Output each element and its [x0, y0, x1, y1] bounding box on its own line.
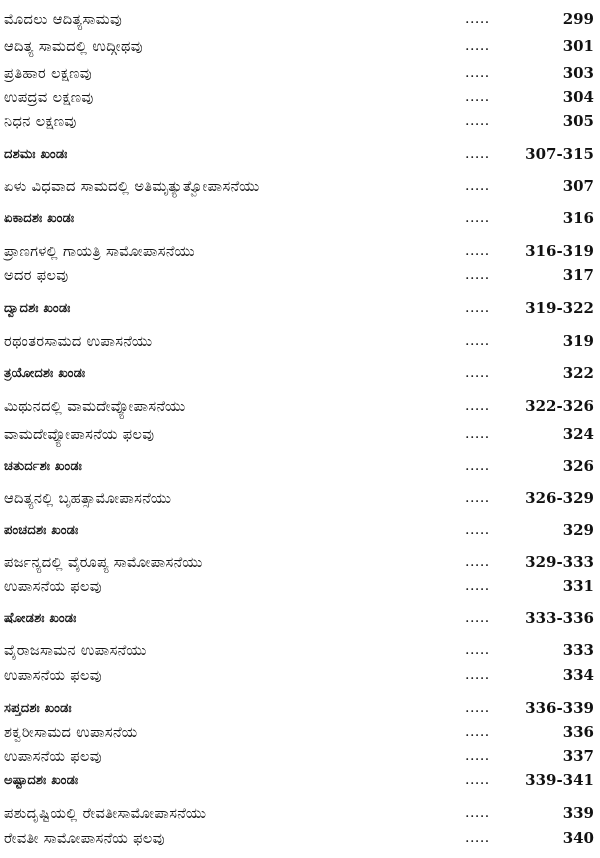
toc-entry [0, 551, 600, 575]
page-number: 317 [562, 266, 594, 284]
section-title: ಏಕಾದಶಃ ಖಂಡಃ [4, 211, 75, 226]
dot-leader: ..... [465, 830, 490, 846]
page-number: 319-322 [525, 299, 594, 317]
dot-leader: ..... [465, 178, 490, 194]
section-heading [0, 519, 600, 543]
dot-leader: ..... [465, 333, 490, 349]
dot-leader: ..... [465, 490, 490, 506]
entry-title: ವಾಮದೇವ್ಯೋಪಾಸನೆಯ ಫಲವು [4, 427, 155, 443]
entry-title: ಏಳು ವಿಧವಾದ ಸಾಮದಲ್ಲಿ ಅತಿಮೃತ್ಯುತ್ವೋಪಾಸನೆಯು [4, 179, 260, 195]
entry-title: ರಥಂತರಸಾಮದ ಉಪಾಸನೆಯು [4, 334, 153, 350]
dot-leader: ..... [465, 426, 490, 442]
section-heading [0, 697, 600, 721]
entry-title: ಉಪಾಸನೆಯ ಫಲವು [4, 579, 102, 595]
dot-leader: ..... [465, 398, 490, 414]
toc-entry [0, 35, 600, 59]
entry-title: ರೇವತೀ ಸಾಮೋಪಾಸನೆಯ ಫಲವು [4, 831, 165, 847]
section-title: ಷೋಡಶಃ ಖಂಡಃ [4, 611, 77, 626]
toc-entry [0, 639, 600, 663]
toc-entry [0, 86, 600, 110]
entry-title: ಪ್ರಾಣಗಳಲ್ಲಿ ಗಾಯತ್ರಿ ಸಾಮೋಪಾಸನೆಯು [4, 244, 195, 260]
section-title: ದಶಮಃ ಖಂಡಃ [4, 147, 68, 162]
page-number: 316-319 [525, 242, 594, 260]
entry-title: ಆದಿತ್ಯನಲ್ಲಿ ಬೃಹತ್ಸಾಮೋಪಾಸನೆಯು [4, 491, 172, 507]
page-number: 331 [562, 577, 594, 595]
toc-entry [0, 721, 600, 745]
page-number: 339-341 [525, 771, 594, 789]
section-heading [0, 207, 600, 231]
page-number: 301 [562, 37, 594, 55]
toc-entry [0, 62, 600, 86]
page-number: 329-333 [525, 553, 594, 571]
dot-leader: ..... [465, 300, 490, 316]
toc-entry [0, 175, 600, 199]
dot-leader: ..... [465, 210, 490, 226]
entry-title: ಪರ್ಜನ್ಯದಲ್ಲಿ ವೈರೂಪ್ಯ ಸಾಮೋಪಾಸನೆಯು [4, 555, 203, 571]
section-title: ದ್ವಾದಶಃ ಖಂಡಃ [4, 301, 71, 316]
page-number: 340 [562, 829, 594, 847]
page-number: 333-336 [525, 609, 594, 627]
toc-entry [0, 395, 600, 419]
toc-entry [0, 827, 600, 851]
dot-leader: ..... [465, 772, 490, 788]
dot-leader: ..... [465, 724, 490, 740]
dot-leader: ..... [465, 89, 490, 105]
dot-leader: ..... [465, 38, 490, 54]
dot-leader: ..... [465, 267, 490, 283]
page-number: 322 [562, 364, 594, 382]
toc-entry [0, 575, 600, 599]
toc-entry [0, 664, 600, 688]
page-number: 304 [562, 88, 594, 106]
entry-title: ಉಪಾಸನೆಯ ಫಲವು [4, 749, 102, 765]
entry-title: ಪಶುದೃಷ್ಟಿಯಲ್ಲಿ ರೇವತೀಸಾಮೋಪಾಸನೆಯು [4, 806, 207, 822]
dot-leader: ..... [465, 554, 490, 570]
page-number: 299 [562, 10, 594, 28]
toc-entry [0, 330, 600, 354]
section-heading [0, 143, 600, 167]
page-number: 322-326 [525, 397, 594, 415]
entry-title: ವೈರಾಜಸಾಮನ ಉಪಾಸನೆಯು [4, 643, 147, 659]
page-number: 307-315 [525, 145, 594, 163]
section-title: ಸಪ್ತದಶಃ ಖಂಡಃ [4, 701, 72, 716]
dot-leader: ..... [465, 365, 490, 381]
page-number: 307 [562, 177, 594, 195]
page-number: 326-329 [525, 489, 594, 507]
entry-title: ಮೊದಲು ಆದಿತ್ಯಸಾಮವು [4, 12, 123, 28]
toc-entry [0, 240, 600, 264]
page-number: 303 [562, 64, 594, 82]
toc-entry [0, 423, 600, 447]
toc-entry [0, 264, 600, 288]
page-number: 329 [562, 521, 594, 539]
dot-leader: ..... [465, 113, 490, 129]
entry-title: ಪ್ರತಿಹಾರ ಲಕ್ಷಣವು [4, 66, 93, 82]
page-number: 305 [562, 112, 594, 130]
dot-leader: ..... [465, 700, 490, 716]
dot-leader: ..... [465, 146, 490, 162]
toc-entry [0, 745, 600, 769]
page-number: 339 [562, 804, 594, 822]
section-heading [0, 769, 600, 793]
entry-title: ಅದರ ಫಲವು [4, 268, 69, 284]
entry-title: ನಿಧನ ಲಕ್ಷಣವು [4, 114, 77, 130]
entry-title: ಶಕ್ವರೀಸಾಮದ ಉಪಾಸನೆಯ [4, 725, 138, 741]
dot-leader: ..... [465, 748, 490, 764]
section-title: ಅಷ್ಟಾದಶಃ ಖಂಡಃ [4, 773, 79, 788]
toc-entry [0, 8, 600, 32]
page-number: 334 [562, 666, 594, 684]
section-heading [0, 297, 600, 321]
page-number: 337 [562, 747, 594, 765]
dot-leader: ..... [465, 11, 490, 27]
section-heading [0, 607, 600, 631]
section-title: ತ್ರಯೋದಶಃ ಖಂಡಃ [4, 366, 86, 381]
section-heading [0, 362, 600, 386]
page-number: 324 [562, 425, 594, 443]
dot-leader: ..... [465, 610, 490, 626]
dot-leader: ..... [465, 522, 490, 538]
dot-leader: ..... [465, 667, 490, 683]
page-number: 316 [562, 209, 594, 227]
dot-leader: ..... [465, 578, 490, 594]
toc-entry [0, 802, 600, 826]
dot-leader: ..... [465, 642, 490, 658]
entry-title: ಉಪಾಸನೆಯ ಫಲವು [4, 668, 102, 684]
page-number: 333 [562, 641, 594, 659]
page-number: 319 [562, 332, 594, 350]
page-number: 326 [562, 457, 594, 475]
dot-leader: ..... [465, 458, 490, 474]
entry-title: ಆದಿತ್ಯ ಸಾಮದಲ್ಲಿ ಉದ್ಗೀಥವು [4, 39, 143, 55]
entry-title: ಮಿಥುನದಲ್ಲಿ ವಾಮದೇವ್ಯೋಪಾಸನೆಯು [4, 399, 186, 415]
toc-entry [0, 110, 600, 134]
dot-leader: ..... [465, 243, 490, 259]
dot-leader: ..... [465, 805, 490, 821]
page-number: 336-339 [525, 699, 594, 717]
section-title: ಪಂಚದಶಃ ಖಂಡಃ [4, 523, 79, 538]
section-heading [0, 455, 600, 479]
page-number: 336 [562, 723, 594, 741]
dot-leader: ..... [465, 65, 490, 81]
section-title: ಚತುರ್ದಶಃ ಖಂಡಃ [4, 459, 83, 474]
entry-title: ಉಪದ್ರವ ಲಕ್ಷಣವು [4, 90, 94, 106]
toc-entry [0, 487, 600, 511]
